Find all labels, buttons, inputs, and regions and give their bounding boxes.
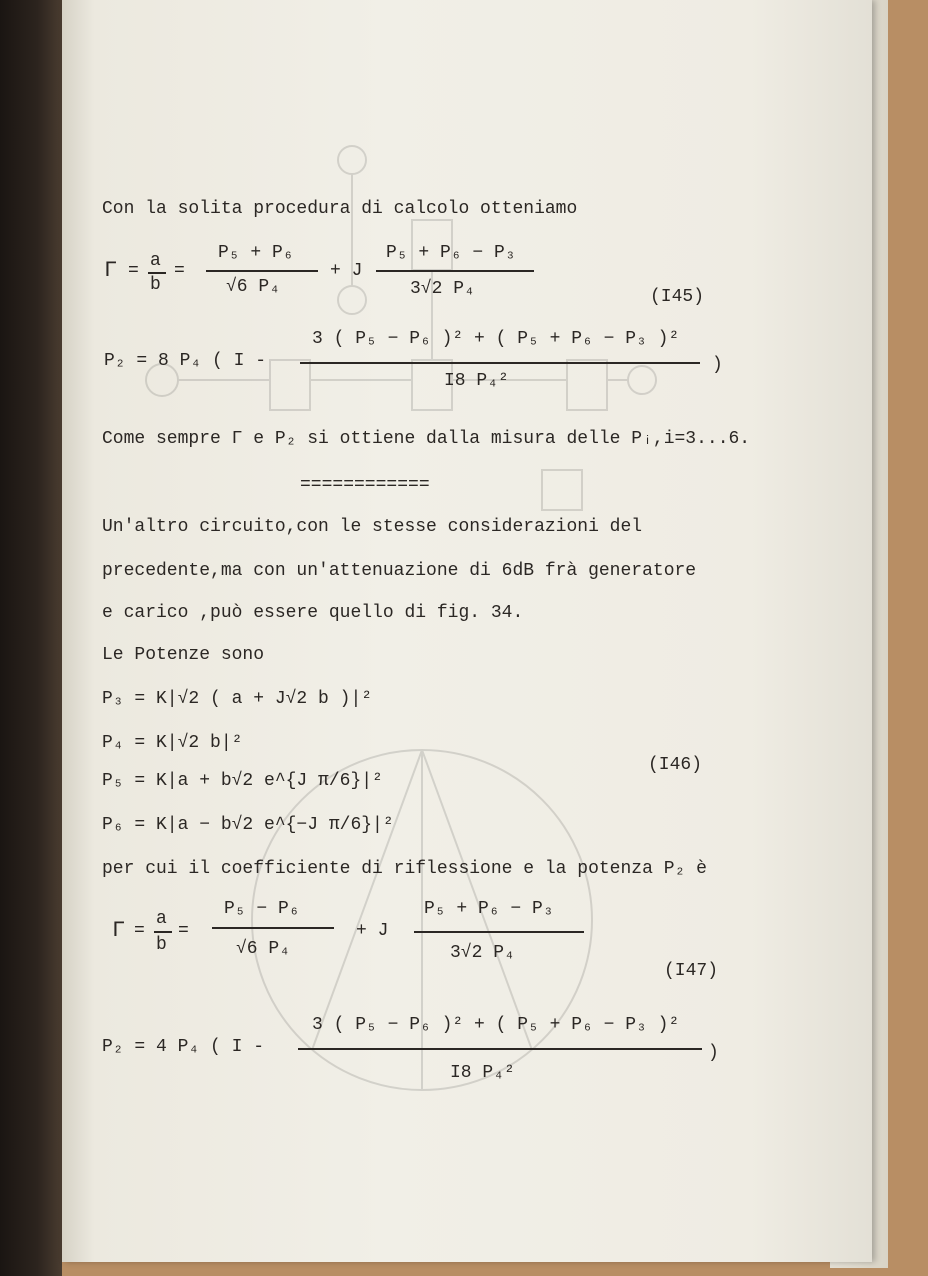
gamma-symbol: Γ	[112, 918, 126, 943]
denominator-1: √6 P₄	[236, 939, 291, 959]
numerator-3: 3 ( P₅ − P₆ )² + ( P₅ + P₆ − P₃ )²	[312, 1015, 680, 1035]
fraction-bar-2	[414, 931, 584, 933]
equation-tag: (I47)	[664, 961, 719, 981]
book-spine-shadow	[0, 0, 62, 1276]
numerator-3: 3 ( P₅ − P₆ )² + ( P₅ + P₆ − P₃ )²	[312, 329, 680, 349]
numerator-2: P₅ + P₆ − P₃	[424, 899, 554, 919]
p2-lhs: P₂ = 4 P₄ ( I -	[102, 1037, 265, 1057]
denominator-3: I8 P₄²	[450, 1063, 515, 1083]
power-p5: P₅ = K|a + b√2 e^{J π/6}|²	[102, 771, 383, 791]
denominator-2: 3√2 P₄	[450, 943, 515, 963]
fraction-bar-2	[376, 270, 534, 272]
fraction-b: b	[156, 935, 167, 955]
come-sempre-text: Come sempre Γ e P₂ si ottiene dalla misura delle Pᵢ,i=3...6.	[102, 429, 751, 449]
closing-paren: )	[708, 1043, 719, 1063]
fraction-bar-ab	[154, 931, 172, 933]
equals-sign: =	[128, 261, 139, 281]
fraction-a: a	[150, 251, 161, 271]
closing-paren: )	[712, 355, 723, 375]
fraction-bar-3	[300, 362, 700, 364]
paragraph-line: Un'altro circuito,con le stesse considerazioni del	[102, 517, 643, 537]
paragraph-line: precedente,ma con un'attenuazione di 6dB frà generatore	[102, 561, 697, 581]
denominator-3: I8 P₄²	[444, 371, 509, 391]
power-p4: P₄ = K|√2 b|²	[102, 733, 243, 753]
equals-sign: =	[178, 921, 189, 941]
equals-sign: =	[174, 261, 185, 281]
fraction-bar-1	[206, 270, 318, 272]
intro-text: Con la solita procedura di calcolo otteniamo	[102, 199, 578, 219]
denominator-1: √6 P₄	[226, 277, 281, 297]
plus-j: + J	[330, 261, 363, 281]
p2-lhs: P₂ = 8 P₄ ( I -	[104, 351, 267, 371]
equals-sign: =	[134, 921, 145, 941]
fraction-bar-1	[212, 927, 334, 929]
separator-line: ============	[300, 475, 430, 495]
numerator-1: P₅ + P₆	[218, 243, 294, 263]
fraction-a: a	[156, 909, 167, 929]
power-p3: P₃ = K|√2 ( a + J√2 b )|²	[102, 689, 373, 709]
denominator-2: 3√2 P₄	[410, 279, 475, 299]
fraction-bar-ab	[148, 272, 166, 274]
gamma-symbol: Γ	[104, 258, 118, 283]
fraction-bar-3	[298, 1048, 702, 1050]
paragraph-line: e carico ,può essere quello di fig. 34.	[102, 603, 524, 623]
plus-j: + J	[356, 921, 389, 941]
power-p6: P₆ = K|a − b√2 e^{−J π/6}|²	[102, 815, 394, 835]
equation-tag: (I46)	[648, 755, 703, 775]
numerator-1: P₅ − P₆	[224, 899, 300, 919]
equation-tag: (I45)	[650, 287, 705, 307]
per-cui-text: per cui il coefficiente di riflessione e la potenza P₂ è	[102, 859, 707, 879]
numerator-2: P₅ + P₆ − P₃	[386, 243, 516, 263]
potenze-heading: Le Potenze sono	[102, 645, 265, 665]
fraction-b: b	[150, 275, 161, 295]
